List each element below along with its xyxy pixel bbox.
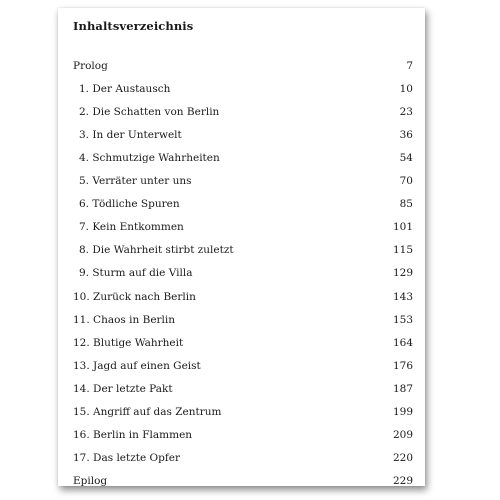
toc-entry-page-number: 23 [399,106,413,119]
toc-entry-page-number: 10 [399,83,413,96]
toc-entry-title: 11. Chaos in Berlin [73,313,176,326]
toc-entry [73,57,413,75]
toc-entry-title: 10. Zurück nach Berlin [73,290,196,303]
toc-entry-title: 17. Das letzte Opfer [73,451,180,464]
toc-entry-page-number: 153 [392,313,413,326]
toc-entry-title: 16. Berlin in Flammen [73,428,193,441]
toc-entry-title: 8. Die Wahrheit stirbt zuletzt [79,244,234,257]
toc-entry-title: 12. Blutige Wahrheit [73,336,184,349]
toc-entry [73,126,413,144]
toc-entry [73,403,413,421]
toc-entry-title: 7. Kein Entkommen [79,221,184,234]
toc-entry-title: 3. In der Unterwelt [79,129,182,142]
toc-entry-page-number: 70 [399,175,413,188]
toc-entry-title: 13. Jagd auf einen Geist [73,359,201,372]
toc-entry [73,334,413,352]
toc-entry-title: 5. Verräter unter uns [79,175,192,188]
toc-entry-page-number: 129 [392,267,413,280]
toc-entry-title: 2. Die Schatten von Berlin [79,106,220,119]
toc-entry-title: 1. Der Austausch [79,83,171,96]
toc-entry-page-number: 176 [392,359,413,372]
toc-entry [73,426,413,444]
toc-entry-page-number: 101 [392,221,413,234]
toc-entry [73,172,413,190]
toc-entry [73,80,413,98]
toc-entry-page-number: 164 [392,336,413,349]
toc-entry-page-number: 143 [392,290,413,303]
toc-entry-page-number: 7 [406,60,413,72]
toc-entry [73,218,413,236]
toc-entry-title: Epilog [73,474,108,487]
toc-entry-title: 4. Schmutzige Wahrheiten [79,152,220,165]
toc-entry-title: Prolog [73,60,108,72]
toc-entry-title: 9. Sturm auf die Villa [79,267,193,280]
toc-entry [73,195,413,213]
toc-entry [73,241,413,259]
toc-entry-title: 14. Der letzte Pakt [73,382,173,395]
toc-entry-title: 15. Angriff auf das Zentrum [73,405,222,418]
toc-entry-page-number: 54 [399,152,413,165]
toc-entry-page-number: 220 [392,451,413,464]
toc-entry [73,380,413,398]
toc-entry-page-number: 115 [392,244,413,257]
toc-entry [73,472,413,490]
toc-entry-page-number: 229 [392,474,413,487]
toc-entry [73,103,413,121]
toc-entry [73,288,413,306]
toc-entry [73,264,413,282]
toc-entry-title: 6. Tödliche Spuren [79,198,180,211]
toc-entry [73,357,413,375]
toc-title: Inhaltsverzeichnis [73,19,194,33]
toc-entry [73,149,413,167]
toc-entry-page-number: 209 [392,428,413,441]
toc-entry-page-number: 36 [399,129,413,142]
toc-entry [73,311,413,329]
toc-entry-page-number: 199 [392,405,413,418]
toc-entry-page-number: 187 [392,382,413,395]
document-page [58,8,425,486]
toc-entry [73,449,413,467]
toc-entry-page-number: 85 [399,198,413,211]
